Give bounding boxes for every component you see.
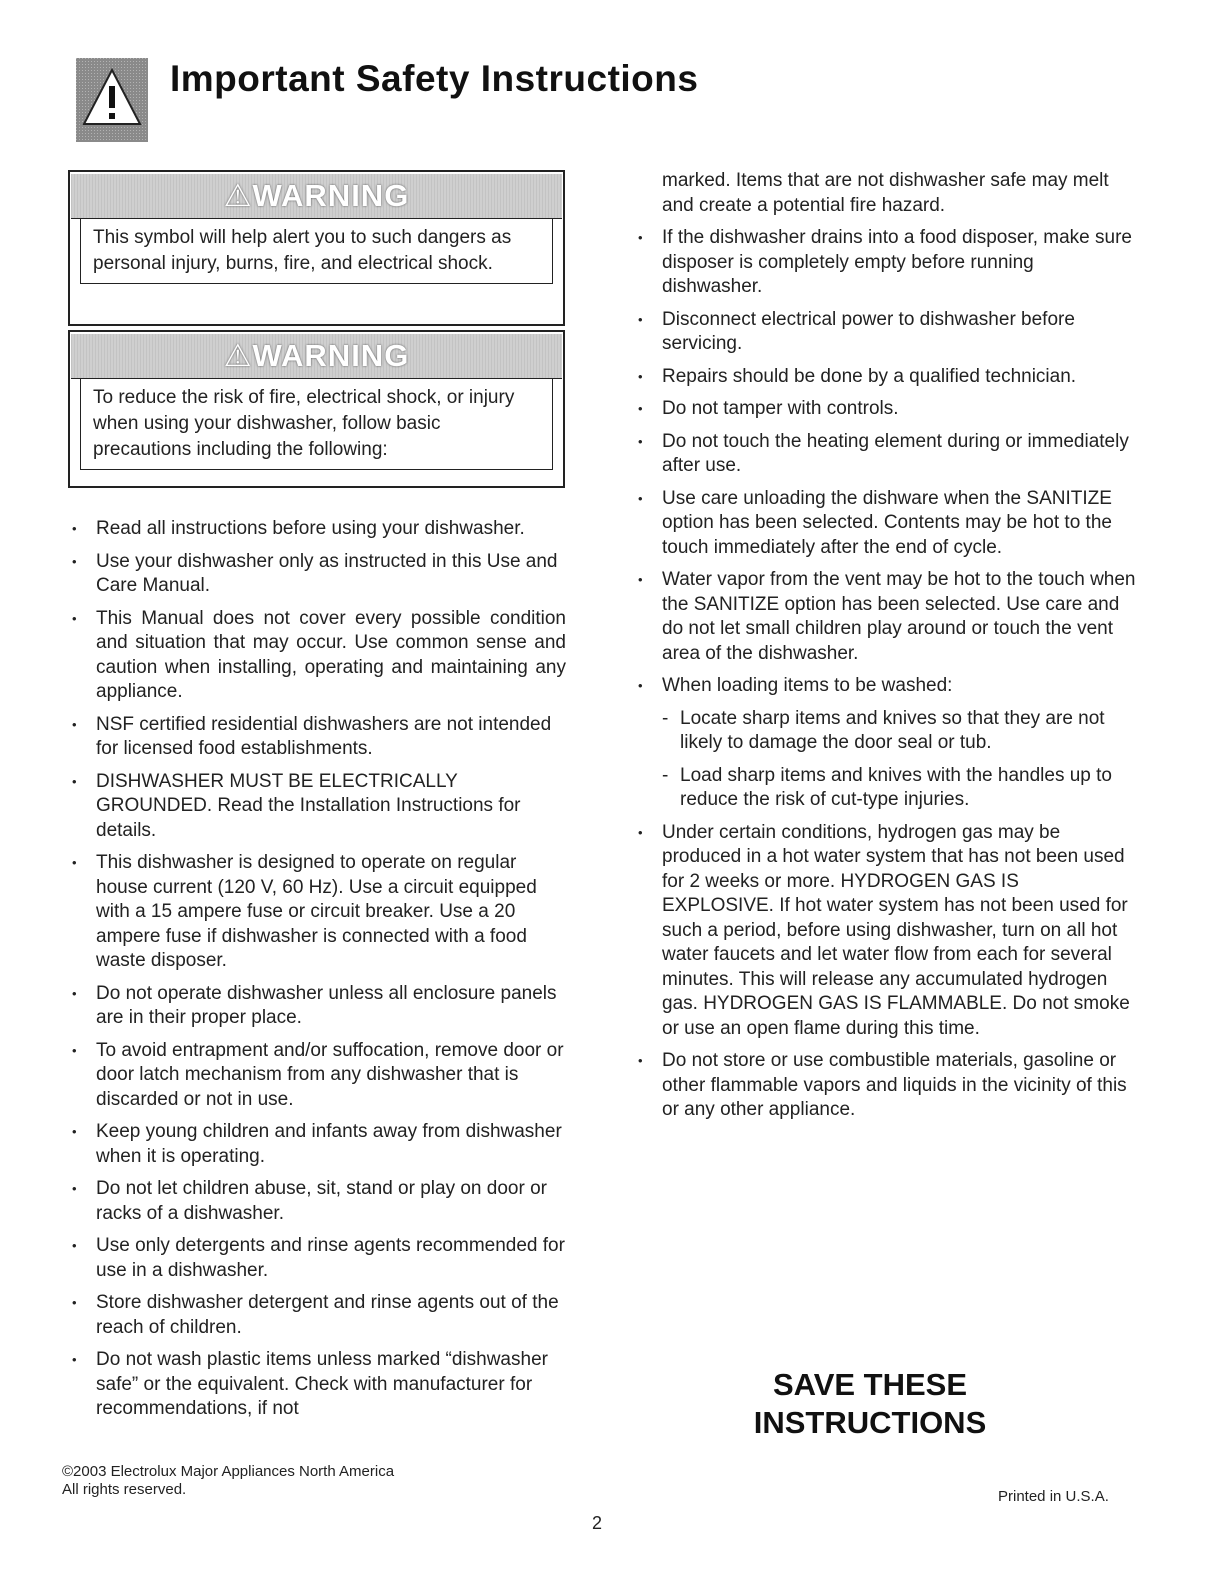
list-item: • This dishwasher is designed to operate on regular house current (120 V, 60 Hz). Use a circuit equipped with a 15 ampere fuse or circuit breaker. Use a 20 ampere fuse if dishwasher is connected with a food waste disposer. (72, 852, 537, 971)
list-item: • When loading items to be washed: (638, 675, 953, 696)
list-item: • Under certain conditions, hydrogen gas may be produced in a hot water system that has not been used for 2 weeks or more. HYDROGEN GAS IS EXPLOSIVE. If hot water system has not been used for such a period, before using dishwasher, turn on all hot water faucets and let water flow from each for several minutes. This will release any accumulated hydrogen gas. HYDROGEN GAS IS FLAMMABLE. Do not smoke or use an open flame during this time. (638, 821, 1130, 1039)
list-item: • Do not let children abuse, sit, stand or play on door or racks of a dishwasher. (72, 1178, 547, 1224)
list-subitem: - Load sharp items and knives with the handles up to reduce the risk of cut-type injuries. (662, 764, 1112, 810)
list-item: • To avoid entrapment and/or suffocation, remove door or door latch mechanism from any dishwasher that is discarded or not in use. (72, 1039, 564, 1110)
list-item: • Use your dishwasher only as instructed in this Use and Care Manual. (72, 550, 558, 596)
warning-box-precautions (68, 330, 565, 488)
warning-banner (71, 334, 562, 379)
save-instructions-heading: SAVE THESE INSTRUCTIONS (753, 1367, 987, 1440)
list-subitem: - Locate sharp items and knives so that they are not likely to damage the door seal or tub. (662, 707, 1105, 753)
safety-list-right (636, 169, 1136, 1131)
warning-label: ⚠WARNING (223, 178, 410, 213)
list-item: • Store dishwasher detergent and rinse agents out of the reach of children. (72, 1292, 559, 1338)
list-item-continuation: marked. Items that are not dishwasher safe may melt and create a potential fire hazard. (662, 170, 1109, 216)
list-item: • Do not operate dishwasher unless all enclosure panels are in their proper place. (72, 982, 557, 1028)
warning-label: ⚠WARNING (223, 338, 410, 373)
list-item: • Keep young children and infants away from dishwasher when it is operating. (72, 1121, 562, 1167)
list-item: • Use only detergents and rinse agents recommended for use in a dishwasher. (72, 1235, 565, 1281)
list-item: • Read all instructions before using your dishwasher. (72, 518, 525, 539)
warning-text: To reduce the risk of fire, electrical shock, or injury when using your dishwasher, follow basic precautions including the following: (93, 387, 515, 460)
list-item: • Use care unloading the dishware when the SANITIZE option has been selected. Contents may be hot to the touch immediately after the end of cycle. (638, 487, 1112, 558)
list-item: • Repairs should be done by a qualified technician. (638, 365, 1077, 387)
warning-box-symbol (68, 170, 565, 326)
copyright-notice: ©2003 Electrolux Major Appliances North America All rights reserved. (62, 1463, 395, 1498)
list-item: • Disconnect electrical power to dishwasher before servicing. (638, 308, 1075, 354)
list-item: • This Manual does not cover every possible condition and situation that may occur. Use common sense and caution when installing, operating and maintaining any appliance. (72, 607, 566, 702)
list-item: • Do not wash plastic items unless marked “dishwasher safe” or the equivalent. Check with manufacturer for recommendations, if not (72, 1349, 548, 1419)
safety-list-left (70, 517, 566, 1430)
list-item: • Do not tamper with controls. (638, 398, 899, 419)
warning-banner (71, 174, 562, 219)
warning-triangle-icon (76, 58, 148, 142)
warning-text: This symbol will help alert you to such dangers as personal injury, burns, fire, and electrical shock. (93, 227, 512, 274)
list-item: • NSF certified residential dishwashers are not intended for licensed food establishments. (72, 713, 552, 759)
list-item: • DISHWASHER MUST BE ELECTRICALLY GROUNDED. Read the Installation Instructions for details. (72, 770, 521, 841)
list-item: • Do not touch the heating element during or immediately after use. (638, 430, 1129, 476)
list-item: • If the dishwasher drains into a food disposer, make sure disposer is completely empty before running dishwasher. (638, 227, 1132, 297)
page-title: Important Safety Instructions (170, 58, 699, 99)
list-item: • Do not store or use combustible materials, gasoline or other flammable vapors and liquids in the vicinity of this or any other appliance. (638, 1050, 1127, 1120)
page-number: 2 (592, 1513, 603, 1533)
list-item: • Water vapor from the vent may be hot to the touch when the SANITIZE option has been selected. Use care and do not let small children play around or touch the vent area of the dishwasher. (638, 569, 1136, 664)
printed-in: Printed in U.S.A. (998, 1488, 1109, 1505)
